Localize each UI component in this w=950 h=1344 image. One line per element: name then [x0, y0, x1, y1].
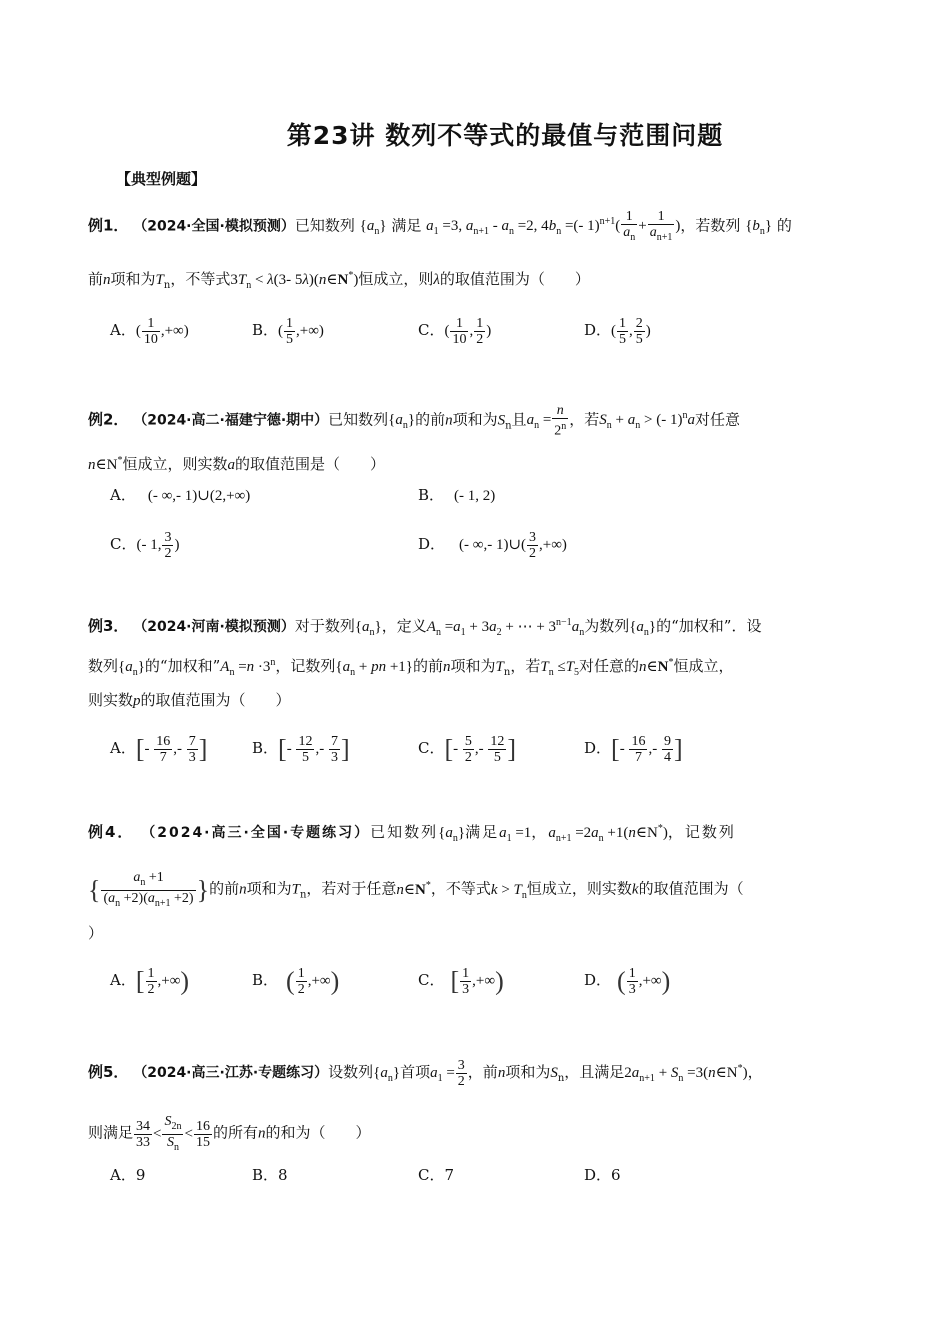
example-2-line-1: 例2． （2024·高二·福建宁德·期中）已知数列$\{a_n\}$的前n项和为$S_n$且$a_n$ = $\frac{n}{2^n}$ ，若$S_n + a_n$ > (- 1)$^n$a对任意 — [88, 403, 740, 439]
example-3-line-1: 例3． （2024·河南·模拟预测）对于数列$\{a_n\}$，定义$A_n =a_1 + 3a_2$ + ⋯ + $3^{n-1}a_n$为数列$\{a_n\}$的“加权和”．设 — [88, 617, 762, 638]
example-4-option-d[interactable]: D． ( $\frac{1}{3}$ ,+∞) — [584, 966, 671, 997]
page-title: 第23讲 数列不等式的最值与范围问题 — [286, 121, 724, 150]
example-3-line-2: 数列$\{a_n\}$的“加权和$”A_n =n \cdot 3^n$，记数列{$a_n$ + pn +1}的前n项和为$T_n$，若$T_n \le T_5$对任意的n∈N*恒成立， — [88, 657, 734, 678]
example-3-option-b[interactable]: B．[- $\frac{12}{5}$ ,- $\frac{7}{3}$ ] — [252, 734, 350, 765]
example-1-option-d[interactable]: D．( $\frac{1}{5}$ , $\frac{2}{5}$ ) — [584, 316, 651, 347]
example-1-line-2: 前n项和为$T_n$，不等式$3T_n < \lambda(3-$ 5λ)(n∈N*)恒成立，则λ的取值范围为（ ） — [88, 270, 590, 291]
example-3-option-a[interactable]: A．[- $\frac{16}{7}$ ,- $\frac{7}{3}$ ] — [110, 734, 208, 765]
example-3-option-d[interactable]: D．[- $\frac{16}{7}$ ,- $\frac{9}{4}$ ] — [584, 734, 683, 765]
example-4-option-b[interactable]: B． ( $\frac{1}{2}$ ,+∞) — [252, 966, 340, 997]
example-2-option-c[interactable]: C．(- 1, $\frac{3}{2}$ ) — [110, 530, 180, 561]
example-2-option-b[interactable]: B． (- 1, 2) — [418, 486, 496, 504]
example-5-option-d[interactable]: D．6 — [584, 1166, 621, 1184]
example-4-option-c[interactable]: C． [ $\frac{1}{3}$ ,+∞) — [418, 966, 504, 997]
example-1-option-c[interactable]: C．( $\frac{1}{10}$ , $\frac{1}{2}$ ) — [418, 316, 492, 347]
example-3-line-3: 则实数p的取值范围为（ ） — [88, 691, 291, 709]
example-1-source: （2024·全国·模拟预测） — [133, 218, 295, 235]
example-4-line-3: ） — [88, 924, 104, 942]
example-5-line-1: 例5． （2024·高三·江苏·专题练习）设数列$\{a_n\}$首项$a_1$ = $\frac{3}{2}$ ，前n项和为$S_n$，且满足$2a_{n+1} + S_n$ =3(n∈N*)， — [88, 1058, 763, 1090]
example-4-line-1: 例4． （2024·高三·全国·专题练习）已知数列$\{a_n\}$满足$a_1 =1$，$a_{n+1} =2a_n$ +1(n∈N*)，记数列 — [88, 823, 736, 844]
example-1-line-1: 例1． （2024·全国·模拟预测）已知数列 $\{a_n\}$ 满足 $a_1 =3$, $a_{n+1} - a_n =2$, $4b_n$ =(- 1)$^{n+1}$( $\frac{1}{a_n}$ + $\frac{1}{a_{n+1}}$ )，若数列 $\{b_n\}$ 的 — [88, 209, 792, 243]
example-2-option-d[interactable]: D． (- ∞,- 1)∪( $\frac{3}{2}$ ,+∞) — [418, 530, 567, 561]
example-5-option-b[interactable]: B．8 — [252, 1166, 288, 1184]
example-5-option-c[interactable]: C．7 — [418, 1166, 455, 1184]
example-3-option-c[interactable]: C．[- $\frac{5}{2}$ ,- $\frac{12}{5}$ ] — [418, 734, 517, 765]
example-4-line-2: { $\frac{a_n +1}{(a_n +2)(a_{n+1} +2)}$ }的前n项和为$T_n$，若对于任意n∈N*，不等式$k > T_n$恒成立，则实数k的取值范围为（ — [88, 870, 744, 909]
example-1-label: 例1． — [88, 216, 129, 235]
example-5-line-2: 则满足 $\frac{34}{33}$ < $\frac{S_{2n}}{S_n}$ < $\frac{16}{15}$ 的所有n的和为（ ） — [88, 1114, 371, 1153]
example-2-option-a[interactable]: A． (- ∞,- 1)∪(2,+∞) — [110, 486, 251, 504]
example-2-line-2: n∈N*恒成立，则实数a的取值范围是（ ） — [88, 455, 385, 473]
example-1-option-b[interactable]: B．( $\frac{1}{5}$ ,+∞) — [252, 316, 324, 347]
example-5-option-a[interactable]: A．9 — [110, 1166, 146, 1184]
example-1-option-a[interactable]: A．( $\frac{1}{10}$ ,+∞) — [110, 316, 189, 347]
example-4-option-a[interactable]: A．[ $\frac{1}{2}$ ,+∞) — [110, 966, 190, 997]
section-heading: 【典型例题】 — [116, 170, 207, 188]
